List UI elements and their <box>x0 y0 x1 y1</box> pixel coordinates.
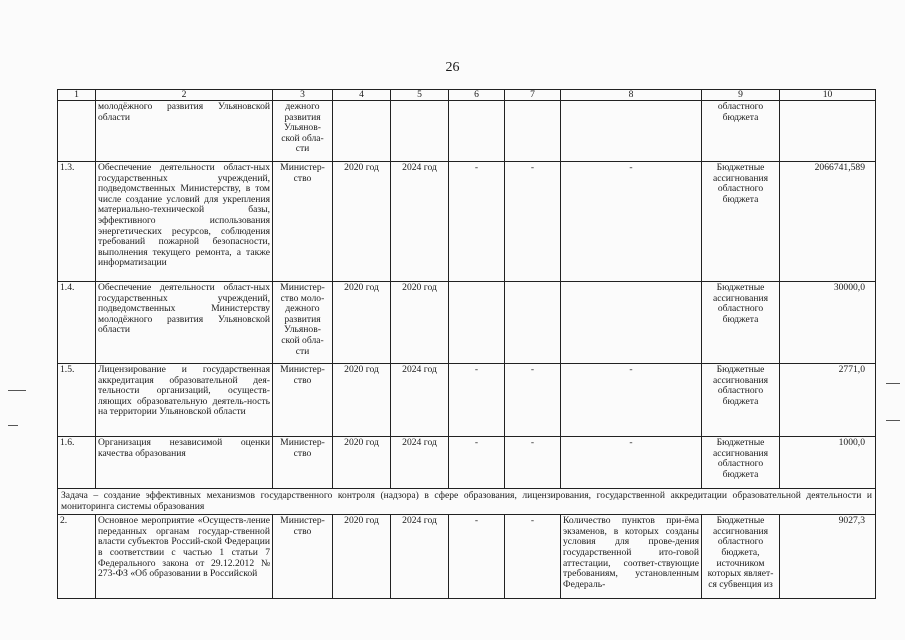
col6-cell: - <box>449 162 505 282</box>
activity-cell: Обеспечение деятельности област-ных государственных учреждений, подведомственных Министерству, в том числе создание условий для укрепления материально-технической базы, эффективного использования энергетических ресурсов, соблюдения требований пожарной безопасности, выполнения текущего ремонта, а также информатизации <box>96 162 273 282</box>
header-cell: 9 <box>702 90 780 101</box>
activity-cell: молодёжного развития Ульяновской области <box>96 101 273 162</box>
header-cell: 2 <box>96 90 273 101</box>
scan-mark <box>886 383 900 384</box>
funding-source-cell: Бюджетные ассигнования областного бюджета <box>702 437 780 489</box>
table-row <box>58 437 876 489</box>
col7-cell <box>505 282 561 364</box>
indicator-cell <box>561 101 702 162</box>
col6-cell: - <box>449 515 505 599</box>
funding-source-cell: Бюджетные ассигнования областного бюджета, источником которых являет-ся субвенция из <box>702 515 780 599</box>
task-description: Задача – создание эффективных механизмов государственного контроля (надзора) в сфере образования, лицензирования, государственной аккредитации образовательной деятельности и мониторинга системы образования <box>58 489 876 515</box>
col7-cell: - <box>505 162 561 282</box>
start-year-cell <box>333 101 391 162</box>
funding-source-cell: областного бюджета <box>702 101 780 162</box>
header-row <box>58 90 876 101</box>
start-year-cell: 2020 год <box>333 364 391 437</box>
item-number: 1.5. <box>58 364 96 437</box>
indicator-cell <box>561 282 702 364</box>
task-row <box>58 489 876 515</box>
header-cell: 7 <box>505 90 561 101</box>
indicator-cell: - <box>561 437 702 489</box>
executor-cell: Министер-ство <box>273 162 333 282</box>
amount-cell: 9027,3 <box>780 515 876 599</box>
activity-cell: Лицензирование и государственная аккредитация образовательной дея-тельности организаций, осуществ-ляющих образовательную деятель-ность на территории Ульяновской области <box>96 364 273 437</box>
header-cell: 5 <box>391 90 449 101</box>
amount-cell: 1000,0 <box>780 437 876 489</box>
executor-cell: Министер-ство моло-дежного развития Ульянов-ской обла-сти <box>273 282 333 364</box>
table-row <box>58 364 876 437</box>
funding-source-cell: Бюджетные ассигнования областного бюджета <box>702 282 780 364</box>
executor-cell: Министер-ство <box>273 364 333 437</box>
end-year-cell: 2020 год <box>391 282 449 364</box>
activity-cell: Основное мероприятие «Осуществ-ление переданных органам государ-ственной власти субъектов Россий-ской Федерации в соответствии с частью 1 статьи 7 Федерального закона от 29.12.2012 № 273-ФЗ «Об образовании в Российской <box>96 515 273 599</box>
scan-mark <box>8 390 26 391</box>
executor-cell: дежного развития Ульянов-ской обла-сти <box>273 101 333 162</box>
item-number: 1.3. <box>58 162 96 282</box>
col7-cell: - <box>505 515 561 599</box>
col6-cell: - <box>449 437 505 489</box>
header-cell: 10 <box>780 90 876 101</box>
indicator-cell: - <box>561 364 702 437</box>
table-row <box>58 162 876 282</box>
end-year-cell <box>391 101 449 162</box>
start-year-cell: 2020 год <box>333 162 391 282</box>
item-number: 2. <box>58 515 96 599</box>
col6-cell <box>449 282 505 364</box>
col6-cell <box>449 101 505 162</box>
page-number: 26 <box>445 60 460 75</box>
col6-cell: - <box>449 364 505 437</box>
header-cell: 4 <box>333 90 391 101</box>
end-year-cell: 2024 год <box>391 162 449 282</box>
start-year-cell: 2020 год <box>333 437 391 489</box>
program-table <box>57 89 876 599</box>
amount-cell <box>780 101 876 162</box>
activity-cell: Организация независимой оценки качества образования <box>96 437 273 489</box>
activity-cell: Обеспечение деятельности област-ных государственных учреждений, подведомственных Министерству молодёжного развития Ульяновской области <box>96 282 273 364</box>
col7-cell: - <box>505 364 561 437</box>
header-cell: 3 <box>273 90 333 101</box>
item-number: 1.6. <box>58 437 96 489</box>
amount-cell: 2066741,589 <box>780 162 876 282</box>
header-cell: 1 <box>58 90 96 101</box>
scan-mark <box>8 425 18 426</box>
indicator-cell: Количество пунктов при-ёма экзаменов, в которых созданы условия для прове-дения государственной ито-говой аттестации, соответ-ствующие требованиям, установленным Федераль- <box>561 515 702 599</box>
table-row <box>58 515 876 599</box>
col7-cell: - <box>505 437 561 489</box>
item-number <box>58 101 96 162</box>
table-row <box>58 282 876 364</box>
amount-cell: 2771,0 <box>780 364 876 437</box>
header-cell: 6 <box>449 90 505 101</box>
start-year-cell: 2020 год <box>333 282 391 364</box>
start-year-cell: 2020 год <box>333 515 391 599</box>
end-year-cell: 2024 год <box>391 437 449 489</box>
funding-source-cell: Бюджетные ассигнования областного бюджета <box>702 162 780 282</box>
funding-source-cell: Бюджетные ассигнования областного бюджета <box>702 364 780 437</box>
executor-cell: Министер-ство <box>273 437 333 489</box>
table-row <box>58 101 876 162</box>
executor-cell: Министер-ство <box>273 515 333 599</box>
item-number: 1.4. <box>58 282 96 364</box>
scan-mark <box>886 420 900 421</box>
end-year-cell: 2024 год <box>391 364 449 437</box>
indicator-cell: - <box>561 162 702 282</box>
amount-cell: 30000,0 <box>780 282 876 364</box>
col7-cell <box>505 101 561 162</box>
header-cell: 8 <box>561 90 702 101</box>
end-year-cell: 2024 год <box>391 515 449 599</box>
